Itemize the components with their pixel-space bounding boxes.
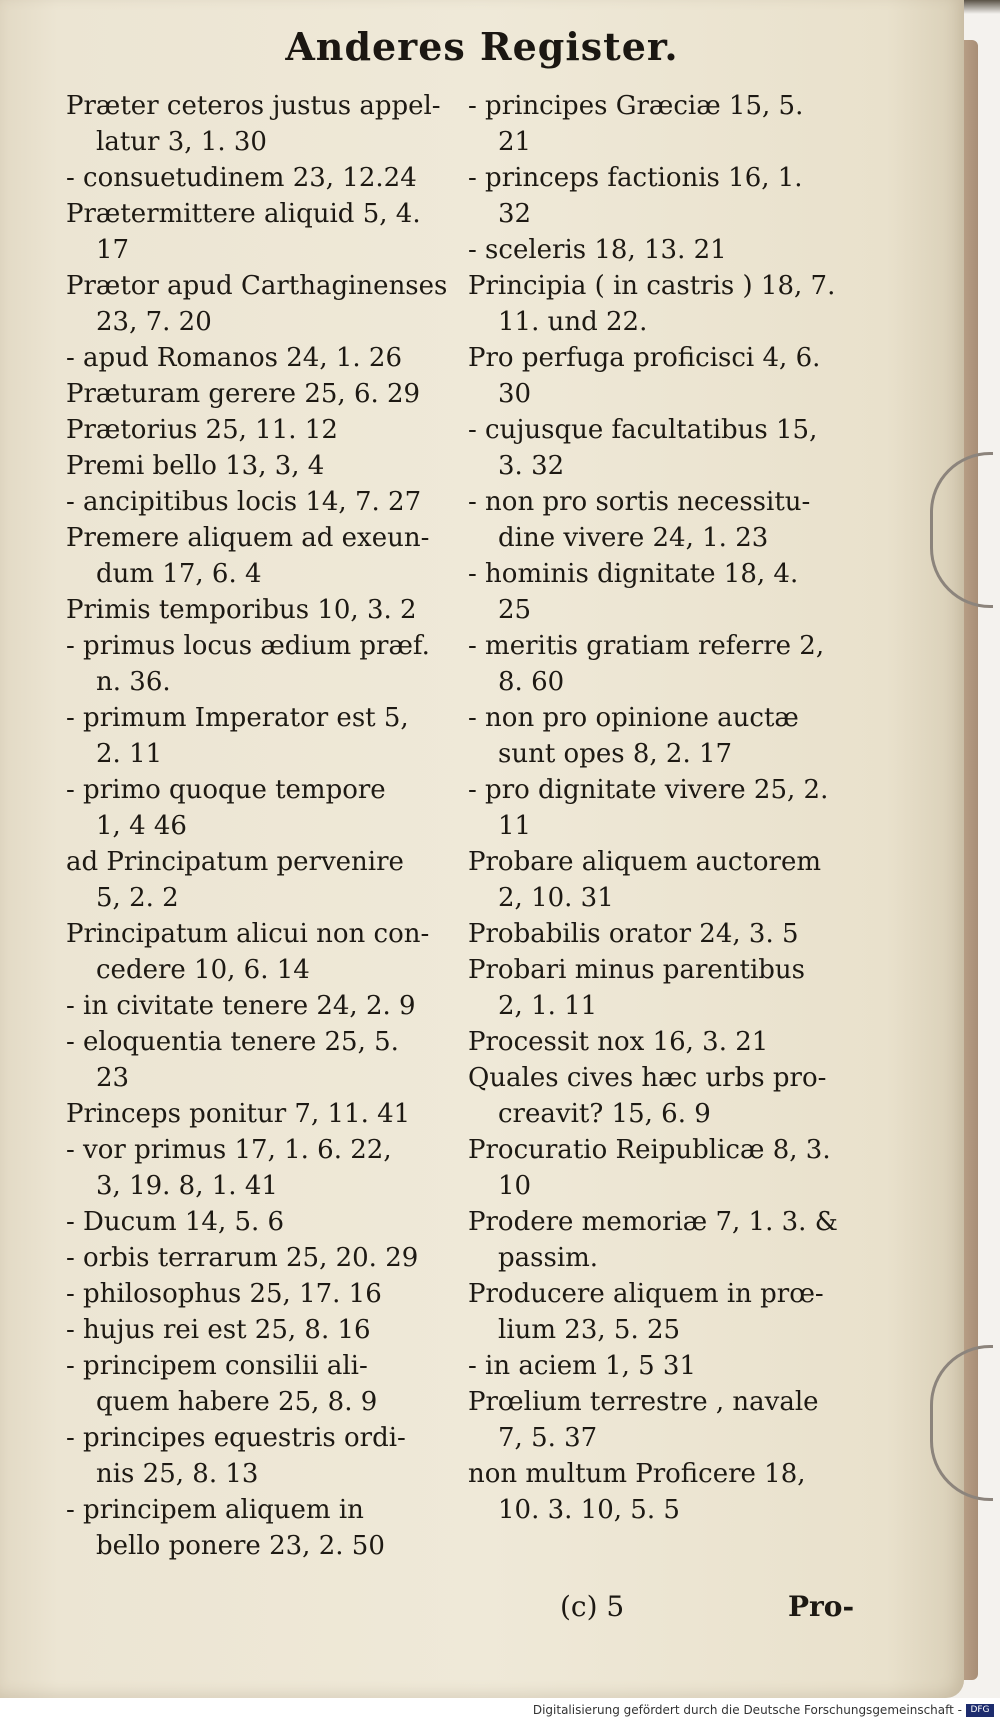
- entry-continuation-line: 8. 60: [498, 667, 565, 697]
- dfg-logo-icon: DFG: [966, 1704, 994, 1717]
- entry-first-line: - principem consilii ali-: [66, 1351, 368, 1381]
- register-entry: [468, 340, 908, 412]
- entry-first-line: - princeps factionis 16, 1.: [468, 163, 803, 193]
- register-entry: [66, 628, 466, 700]
- entry-continuation-line: 23: [96, 1063, 130, 1093]
- entry-continuation-line: 1, 4 46: [96, 811, 187, 841]
- register-entry: [66, 592, 466, 628]
- entry-first-line: - primus locus ædium præf.: [66, 631, 430, 661]
- left-column: [66, 88, 466, 1564]
- entry-continuation-line: 21: [498, 127, 532, 157]
- entry-continuation-line: 10: [498, 1171, 532, 1201]
- register-entry: [66, 1204, 466, 1240]
- entry-first-line: Pro perfuga proficisci 4, 6.: [468, 343, 821, 373]
- entry-continuation-line: dum 17, 6. 4: [96, 559, 262, 589]
- entry-first-line: Prœlium terrestre , navale: [468, 1387, 819, 1417]
- register-entry: [468, 772, 908, 844]
- register-entry: [66, 1096, 466, 1132]
- entry-first-line: Premi bello 13, 3, 4: [66, 451, 325, 481]
- entry-first-line: - pro dignitate vivere 25, 2.: [468, 775, 829, 805]
- entry-first-line: - vor primus 17, 1. 6. 22,: [66, 1135, 392, 1165]
- entry-first-line: - eloquentia tenere 25, 5.: [66, 1027, 399, 1057]
- register-entry: [66, 340, 466, 376]
- entry-first-line: - consuetudinem 23, 12.24: [66, 163, 417, 193]
- register-entry: [468, 1384, 908, 1456]
- entry-continuation-line: 3. 32: [498, 451, 565, 481]
- entry-first-line: - cujusque facultatibus 15,: [468, 415, 818, 445]
- entry-continuation-line: 32: [498, 199, 532, 229]
- entry-first-line: Producere aliquem in prœ-: [468, 1279, 824, 1309]
- register-entry: [66, 1420, 466, 1492]
- right-column: [468, 88, 908, 1528]
- entry-first-line: Probari minus parentibus: [468, 955, 805, 985]
- entry-continuation-line: quem habere 25, 8. 9: [96, 1387, 378, 1417]
- register-entry: [66, 1132, 466, 1204]
- register-entry: [468, 160, 908, 232]
- entry-first-line: Processit nox 16, 3. 21: [468, 1027, 769, 1057]
- register-entry: [468, 412, 908, 484]
- entry-continuation-line: 5, 2. 2: [96, 883, 179, 913]
- entry-first-line: Probabilis orator 24, 3. 5: [468, 919, 799, 949]
- entry-first-line: - apud Romanos 24, 1. 26: [66, 343, 403, 373]
- entry-first-line: - principes Græciæ 15, 5.: [468, 91, 804, 121]
- entry-first-line: Principatum alicui non con-: [66, 919, 430, 949]
- register-entry: [468, 952, 908, 1024]
- entry-first-line: - ancipitibus locis 14, 7. 27: [66, 487, 422, 517]
- register-entry: [468, 88, 908, 160]
- register-entry: [66, 412, 466, 448]
- entry-first-line: - sceleris 18, 13. 21: [468, 235, 727, 265]
- register-entry: [66, 772, 466, 844]
- entry-first-line: Prætor apud Carthaginenses: [66, 271, 448, 301]
- entry-first-line: - hujus rei est 25, 8. 16: [66, 1315, 371, 1345]
- entry-first-line: - principem aliquem in: [66, 1495, 364, 1525]
- entry-continuation-line: dine vivere 24, 1. 23: [498, 523, 769, 553]
- entry-first-line: Quales cives hæc urbs pro-: [468, 1063, 827, 1093]
- register-entry: [66, 988, 466, 1024]
- register-entry: [66, 88, 466, 160]
- entry-first-line: Prætorius 25, 11. 12: [66, 415, 338, 445]
- entry-continuation-line: 2. 11: [96, 739, 163, 769]
- register-entry: [468, 1024, 908, 1060]
- entry-first-line: - hominis dignitate 18, 4.: [468, 559, 799, 589]
- register-entry: [66, 1312, 466, 1348]
- entry-first-line: - primum Imperator est 5,: [66, 703, 409, 733]
- entry-first-line: Præter ceteros justus appel-: [66, 91, 441, 121]
- entry-continuation-line: n. 36.: [96, 667, 171, 697]
- entry-continuation-line: 2, 1. 11: [498, 991, 598, 1021]
- entry-first-line: Probare aliquem auctorem: [468, 847, 822, 877]
- register-entry: [66, 844, 466, 916]
- entry-first-line: Procuratio Reipublicæ 8, 3.: [468, 1135, 831, 1165]
- entry-continuation-line: 10. 3. 10, 5. 5: [498, 1495, 680, 1525]
- entry-first-line: Primis temporibus 10, 3. 2: [66, 595, 417, 625]
- entry-first-line: Princeps ponitur 7, 11. 41: [66, 1099, 411, 1129]
- entry-first-line: - in aciem 1, 5 31: [468, 1351, 697, 1381]
- register-entry: [468, 916, 908, 952]
- register-entry: [66, 916, 466, 988]
- entry-continuation-line: 17: [96, 235, 130, 265]
- entry-continuation-line: 11. und 22.: [498, 307, 648, 337]
- entry-first-line: Premere aliquem ad exeun-: [66, 523, 430, 553]
- entry-continuation-line: sunt opes 8, 2. 17: [498, 739, 733, 769]
- entry-continuation-line: 7, 5. 37: [498, 1423, 598, 1453]
- entry-continuation-line: 11: [498, 811, 532, 841]
- register-entry: [468, 268, 908, 340]
- entry-continuation-line: bello ponere 23, 2. 50: [96, 1531, 385, 1561]
- register-entry: [468, 1132, 908, 1204]
- entry-first-line: - orbis terrarum 25, 20. 29: [66, 1243, 419, 1273]
- register-entry: [468, 1348, 908, 1384]
- register-entry: [468, 232, 908, 268]
- register-entry: [468, 484, 908, 556]
- entry-continuation-line: 23, 7. 20: [96, 307, 212, 337]
- entry-continuation-line: 25: [498, 595, 532, 625]
- register-entry: [66, 376, 466, 412]
- entry-first-line: Prætermittere aliquid 5, 4.: [66, 199, 421, 229]
- register-entry: [468, 700, 908, 772]
- page-title: Anderes Register.: [285, 24, 679, 69]
- entry-first-line: - in civitate tenere 24, 2. 9: [66, 991, 416, 1021]
- catchword: Pro-: [788, 1590, 855, 1623]
- entry-continuation-line: creavit? 15, 6. 9: [498, 1099, 711, 1129]
- entry-continuation-line: 2, 10. 31: [498, 883, 614, 913]
- register-entry: [66, 1276, 466, 1312]
- entry-continuation-line: 30: [498, 379, 532, 409]
- register-entry: [468, 844, 908, 916]
- register-entry: [66, 700, 466, 772]
- entry-first-line: - meritis gratiam referre 2,: [468, 631, 825, 661]
- entry-first-line: Præturam gerere 25, 6. 29: [66, 379, 421, 409]
- register-entry: [66, 1024, 466, 1096]
- entry-continuation-line: passim.: [498, 1243, 599, 1273]
- register-entry: [66, 448, 466, 484]
- entry-continuation-line: 3, 19. 8, 1. 41: [96, 1171, 278, 1201]
- register-entry: [468, 1060, 908, 1132]
- entry-first-line: - primo quoque tempore: [66, 775, 386, 805]
- entry-first-line: non multum Proficere 18,: [468, 1459, 806, 1489]
- register-entry: [66, 1492, 466, 1564]
- register-entry: [66, 1348, 466, 1420]
- register-entry: [66, 160, 466, 196]
- register-entry: [468, 1276, 908, 1348]
- register-entry: [66, 1240, 466, 1276]
- entry-first-line: Principia ( in castris ) 18, 7.: [468, 271, 836, 301]
- entry-first-line: - Ducum 14, 5. 6: [66, 1207, 285, 1237]
- register-entry: [468, 1204, 908, 1276]
- entry-first-line: - principes equestris ordi-: [66, 1423, 406, 1453]
- entry-continuation-line: latur 3, 1. 30: [96, 127, 267, 157]
- dfg-credit-text: Digitalisierung gefördert durch die Deutsche Forschungsgemeinschaft -: [532, 1703, 962, 1717]
- entry-first-line: - non pro opinione auctæ: [468, 703, 799, 733]
- entry-first-line: - non pro sortis necessitu-: [468, 487, 811, 517]
- dfg-credit-bar: [0, 1698, 1000, 1723]
- entry-first-line: Prodere memoriæ 7, 1. 3. &: [468, 1207, 838, 1237]
- register-entry: [66, 196, 466, 268]
- register-entry: [468, 556, 908, 628]
- entry-continuation-line: lium 23, 5. 25: [498, 1315, 681, 1345]
- entry-first-line: ad Principatum pervenire: [66, 847, 404, 877]
- register-entry: [468, 628, 908, 700]
- signature-mark: (c) 5: [560, 1590, 625, 1623]
- entry-continuation-line: cedere 10, 6. 14: [96, 955, 310, 985]
- entry-continuation-line: nis 25, 8. 13: [96, 1459, 259, 1489]
- register-entry: [468, 1456, 908, 1528]
- register-entry: [66, 268, 466, 340]
- entry-first-line: - philosophus 25, 17. 16: [66, 1279, 382, 1309]
- register-entry: [66, 484, 466, 520]
- register-entry: [66, 520, 466, 592]
